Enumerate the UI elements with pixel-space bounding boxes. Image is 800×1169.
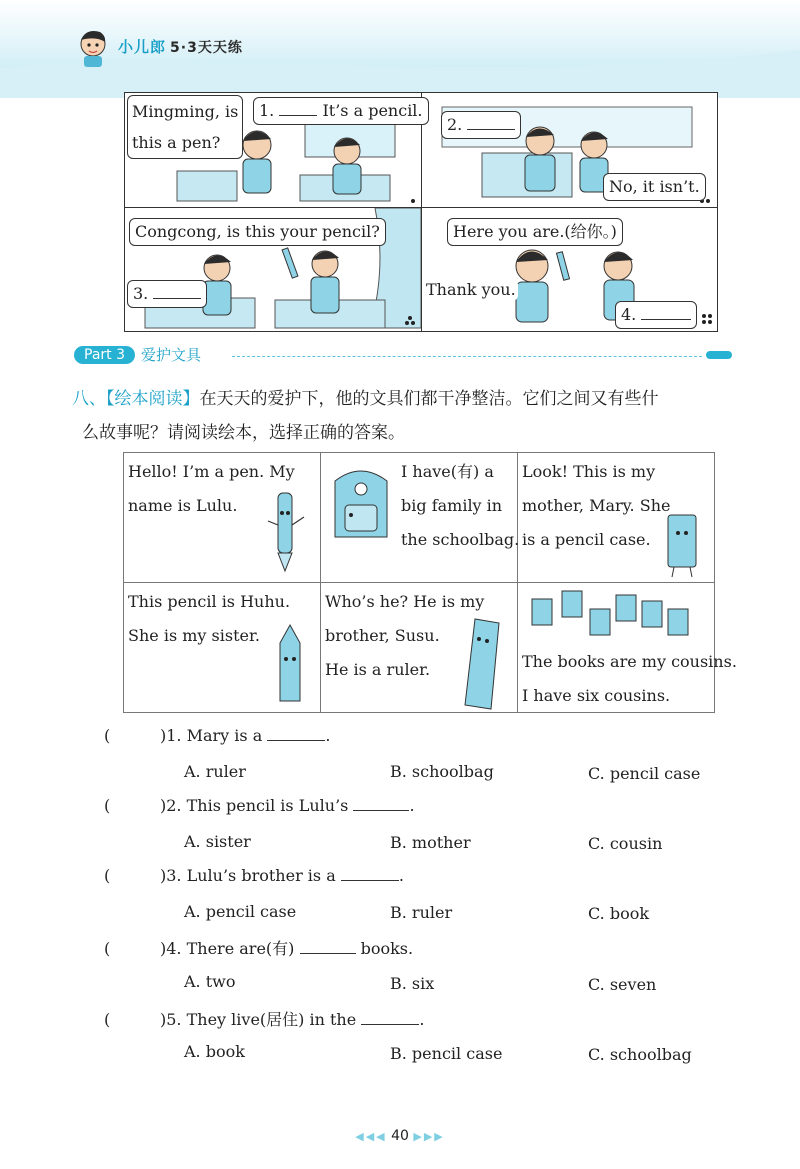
option-b[interactable]: B. six <box>390 974 435 993</box>
story-line: Look! This is my <box>522 462 656 481</box>
story-cell-ruler <box>321 583 518 713</box>
answer-blank[interactable] <box>267 740 325 741</box>
ruler-character-icon <box>457 615 507 711</box>
speech-line: this a pen? <box>132 133 221 152</box>
story-line: big family in <box>401 496 503 515</box>
section-divider <box>232 356 702 357</box>
brand-title <box>118 36 243 57</box>
section-divider-tail <box>706 351 732 359</box>
question-tail: . <box>419 1010 425 1029</box>
option-c[interactable]: C. seven <box>588 975 657 994</box>
story-line: the schoolbag. <box>401 530 520 549</box>
picture-book-table <box>123 452 737 713</box>
instruction-text-2: 么故事呢？请阅读绘本，选择正确的答案。 <box>82 423 405 443</box>
story-line: brother, Susu. <box>325 626 440 645</box>
question-tail: . <box>325 726 331 745</box>
answer-paren[interactable]: ( <box>104 866 111 885</box>
option-c[interactable]: C. cousin <box>588 834 663 853</box>
schoolbag-character-icon <box>325 461 397 541</box>
answer-blank[interactable] <box>353 810 409 811</box>
answer-paren[interactable]: ( <box>104 939 111 958</box>
page-footer <box>0 1128 800 1144</box>
question-number: )1. <box>160 726 182 745</box>
brand-series: 5·3天天练 <box>170 40 243 56</box>
question-stem: There are(有) <box>186 939 295 958</box>
answer-paren[interactable]: ( <box>104 1010 111 1029</box>
answer-paren[interactable]: ( <box>104 796 111 815</box>
question-stem: They live(居住) in the <box>186 1010 357 1029</box>
question-4 <box>104 936 413 959</box>
story-line: The books are my cousins. <box>522 652 737 671</box>
thanks-text: Thank you. <box>426 280 516 299</box>
question-3 <box>104 866 404 885</box>
comic-divider-vertical <box>421 93 422 331</box>
option-b[interactable]: B. pencil case <box>390 1044 503 1063</box>
answer-blank[interactable] <box>341 880 399 881</box>
answer-bubble-4 <box>615 301 697 329</box>
story-line: is a pencil case. <box>522 530 651 549</box>
option-a[interactable]: A. two <box>184 972 236 991</box>
speech-bubble-mingming <box>127 95 243 159</box>
question-number: )3. <box>160 866 182 885</box>
story-line: This pencil is Huhu. <box>128 592 291 611</box>
story-line: I have six cousins. <box>522 686 671 705</box>
answer-bubble-2 <box>441 111 521 139</box>
story-cell-pen <box>124 453 321 583</box>
right-arrows-icon: ▶▶▶ <box>413 1130 445 1143</box>
answer-blank[interactable] <box>641 319 691 320</box>
comic-strip <box>124 92 718 332</box>
story-line: mother, Mary. She <box>522 496 671 515</box>
answer-bubble-3 <box>127 280 207 308</box>
answer-blank[interactable] <box>153 298 201 299</box>
page-number: 40 <box>391 1128 409 1144</box>
option-a[interactable]: A. ruler <box>184 762 246 781</box>
story-cell-schoolbag <box>321 453 518 583</box>
option-b[interactable]: B. mother <box>390 833 471 852</box>
reply-bubble-no: No, it isn’t. <box>603 173 706 201</box>
speech-bubble-here-you-are: Here you are.(给你。) <box>447 218 623 246</box>
story-line: Who’s he? He is my <box>325 592 485 611</box>
answer-blank[interactable] <box>467 129 515 130</box>
option-c[interactable]: C. schoolbag <box>588 1045 692 1064</box>
answer-bubble-1 <box>253 97 429 125</box>
option-b[interactable]: B. schoolbag <box>390 762 494 781</box>
part-pill: Part 3 <box>74 346 135 364</box>
story-line: name is Lulu. <box>128 496 238 515</box>
story-cell-pencil-case <box>518 453 715 583</box>
question-2 <box>104 796 415 815</box>
question-stem: This pencil is Lulu’s <box>186 796 349 815</box>
story-cell-books <box>518 583 737 713</box>
question-1 <box>104 726 330 745</box>
blank-number: 4. <box>621 305 637 324</box>
blank-number: 1. <box>259 101 275 120</box>
option-a[interactable]: A. book <box>184 1042 245 1061</box>
story-line: She is my sister. <box>128 626 260 645</box>
question-5 <box>104 1007 424 1030</box>
story-line: Hello! I’m a pen. My <box>128 462 295 481</box>
pen-character-icon <box>264 491 310 577</box>
speech-line: Mingming, is <box>132 102 239 121</box>
question-number: )4. <box>160 939 182 958</box>
mascot-logo-icon <box>76 28 110 68</box>
option-a[interactable]: A. sister <box>184 832 251 851</box>
option-b[interactable]: B. ruler <box>390 903 453 922</box>
question-stem: Mary is a <box>186 726 263 745</box>
story-line: I have(有) a <box>401 462 494 481</box>
question-number: )2. <box>160 796 182 815</box>
option-c[interactable]: C. book <box>588 904 650 923</box>
part-title: 爱护文具 <box>141 346 202 364</box>
question-tail: . <box>409 796 415 815</box>
question-tail: books. <box>360 939 414 958</box>
brand-name: 小儿郎 <box>118 38 167 56</box>
answer-paren[interactable]: ( <box>104 726 111 745</box>
story-line: He is a ruler. <box>325 660 431 679</box>
question-tail: . <box>398 866 404 885</box>
story-cell-pencil <box>124 583 321 713</box>
question-stem: Lulu’s brother is a <box>186 866 336 885</box>
instruction-text-1: 在天天的爱护下，他的文具们都干净整洁。它们之间又有些什 <box>199 389 659 409</box>
left-arrows-icon: ◀◀◀ <box>355 1130 387 1143</box>
section-heading <box>74 344 201 366</box>
exercise-tag: 【绘本阅读】 <box>106 389 200 409</box>
blank-number: 3. <box>133 284 149 303</box>
books-character-icon <box>526 587 702 647</box>
option-a[interactable]: A. pencil case <box>184 902 297 921</box>
blank-number: 2. <box>447 115 463 134</box>
exercise-instruction <box>72 382 742 450</box>
answer-text: It’s a pencil. <box>322 101 423 120</box>
pencil-character-icon <box>270 623 310 709</box>
answer-blank[interactable] <box>361 1024 419 1025</box>
pencil-case-character-icon <box>660 511 706 581</box>
answer-blank[interactable] <box>279 115 317 116</box>
exercise-number: 八、 <box>72 389 106 409</box>
question-number: )5. <box>160 1010 182 1029</box>
speech-bubble-congcong: Congcong, is this your pencil? <box>129 218 386 246</box>
answer-blank[interactable] <box>300 953 356 954</box>
option-c[interactable]: C. pencil case <box>588 764 701 783</box>
